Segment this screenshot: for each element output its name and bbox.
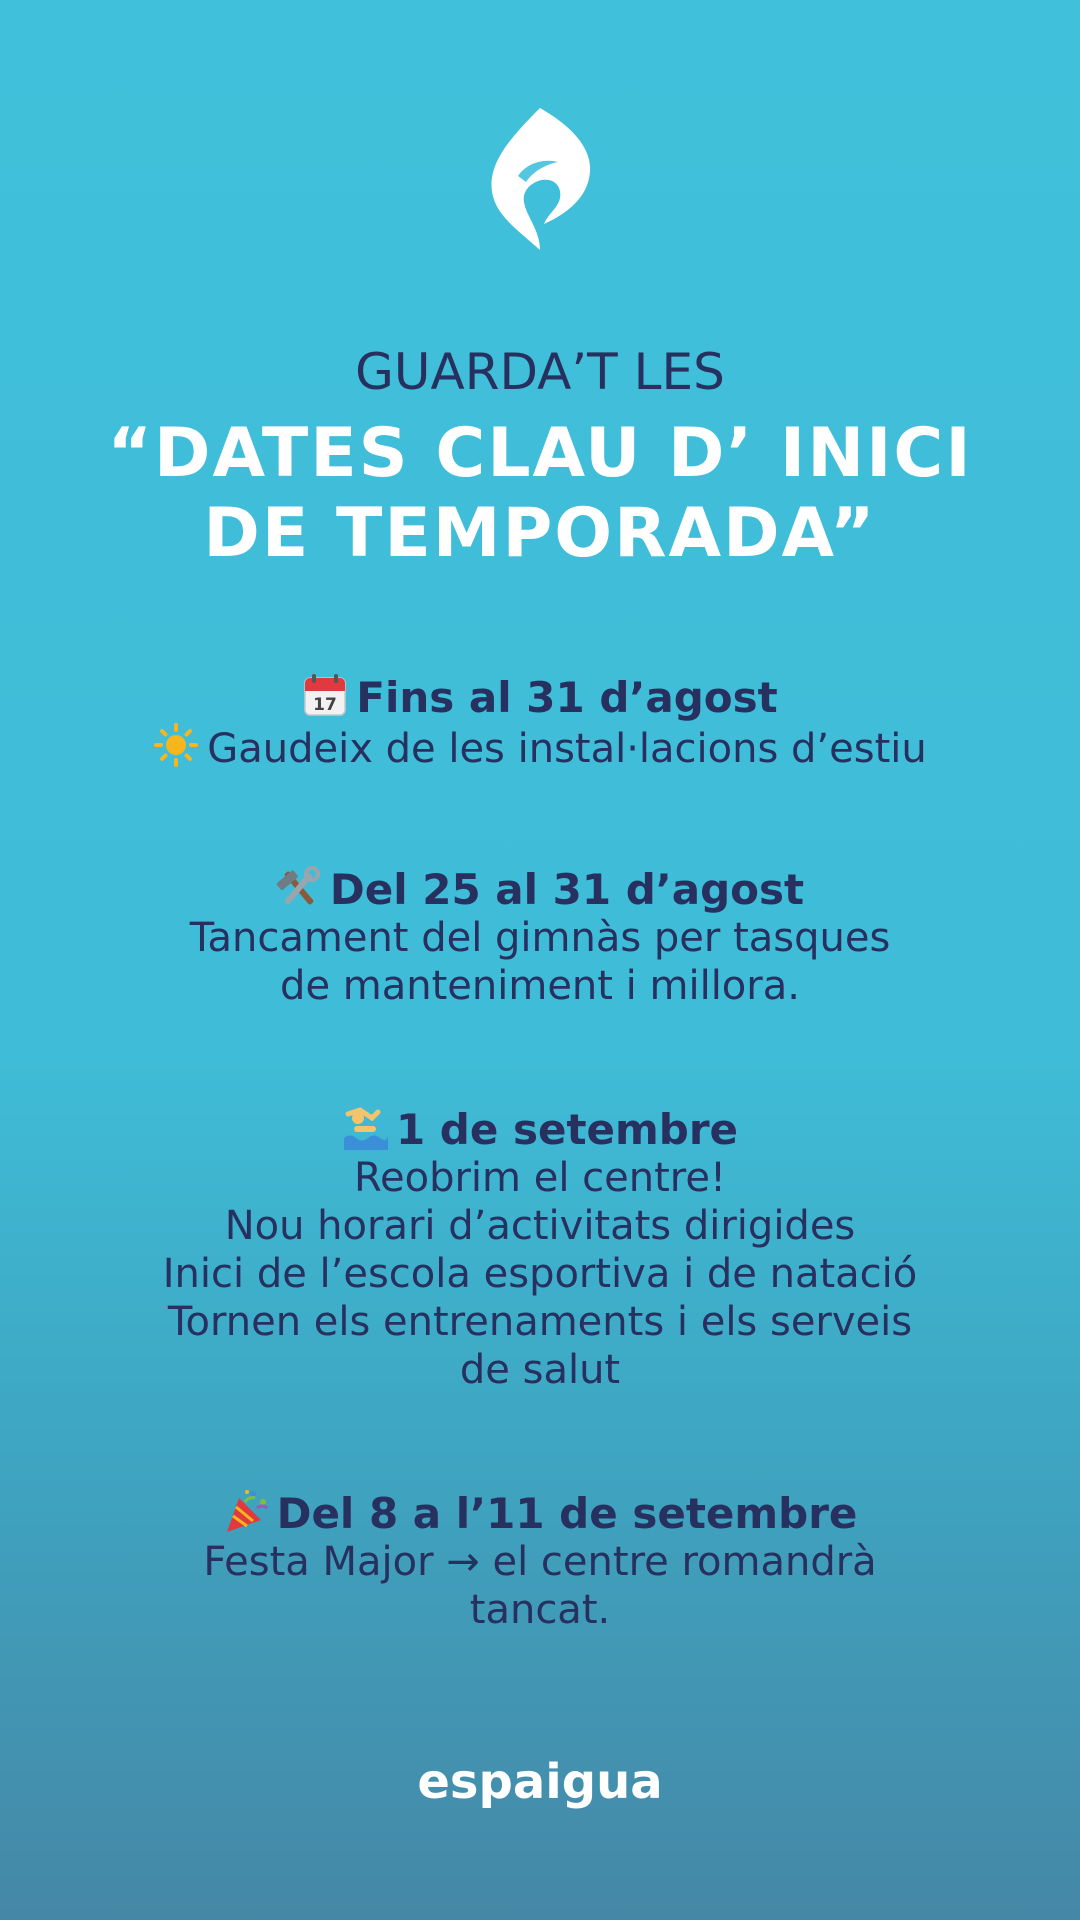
section-line: tancat. [469, 1587, 611, 1633]
date-section-3 [40, 1104, 1040, 1394]
section-heading-text: Fins al 31 d’agost [356, 673, 778, 722]
section-line [40, 722, 1040, 773]
section-line: Inici de l’escola esportiva i de natació [162, 1251, 918, 1297]
title-line-2: DE TEMPORADA” [203, 494, 877, 573]
section-heading [40, 864, 1040, 914]
date-section-4 [40, 1488, 1040, 1634]
section-heading [40, 1104, 1040, 1154]
section-heading-text: Del 8 a l’11 de setembre [276, 1489, 858, 1538]
hammer-and-wrench-icon [276, 864, 322, 910]
section-line: de manteniment i millora. [280, 963, 800, 1009]
brand-name: espaigua [417, 1754, 663, 1810]
brand-logo [488, 106, 592, 252]
section-heading [40, 1488, 1040, 1538]
calendar-icon [302, 672, 348, 718]
date-section-2 [40, 864, 1040, 1010]
page-title [0, 414, 1080, 574]
section-heading-text: Del 25 al 31 d’agost [329, 865, 805, 914]
section-line: Nou horari d’activitats dirigides [224, 1203, 856, 1249]
section-line: Tornen els entrenaments i els serveis [167, 1299, 913, 1345]
section-line-text: Gaudeix de les instal·lacions d’estiu [207, 726, 927, 772]
drop-logo-icon [488, 106, 592, 252]
section-heading-text: 1 de setembre [395, 1105, 739, 1154]
title-line-1: “DATES CLAU D’ INICI [107, 414, 973, 493]
section-line: Tancament del gimnàs per tasques [189, 915, 891, 961]
section-line: Reobrim el centre! [354, 1155, 726, 1201]
section-line: de salut [459, 1347, 621, 1393]
party-popper-icon [223, 1488, 269, 1534]
header [0, 344, 1080, 574]
subtitle: GUARDA’T LES [355, 343, 725, 401]
svg-text:17: 17 [313, 695, 338, 715]
sun-icon [153, 722, 199, 768]
swimmer-icon [342, 1104, 388, 1150]
section-line: Festa Major → el centre romandrà [203, 1539, 877, 1585]
section-heading [40, 672, 1040, 722]
date-section-1 [40, 672, 1040, 773]
